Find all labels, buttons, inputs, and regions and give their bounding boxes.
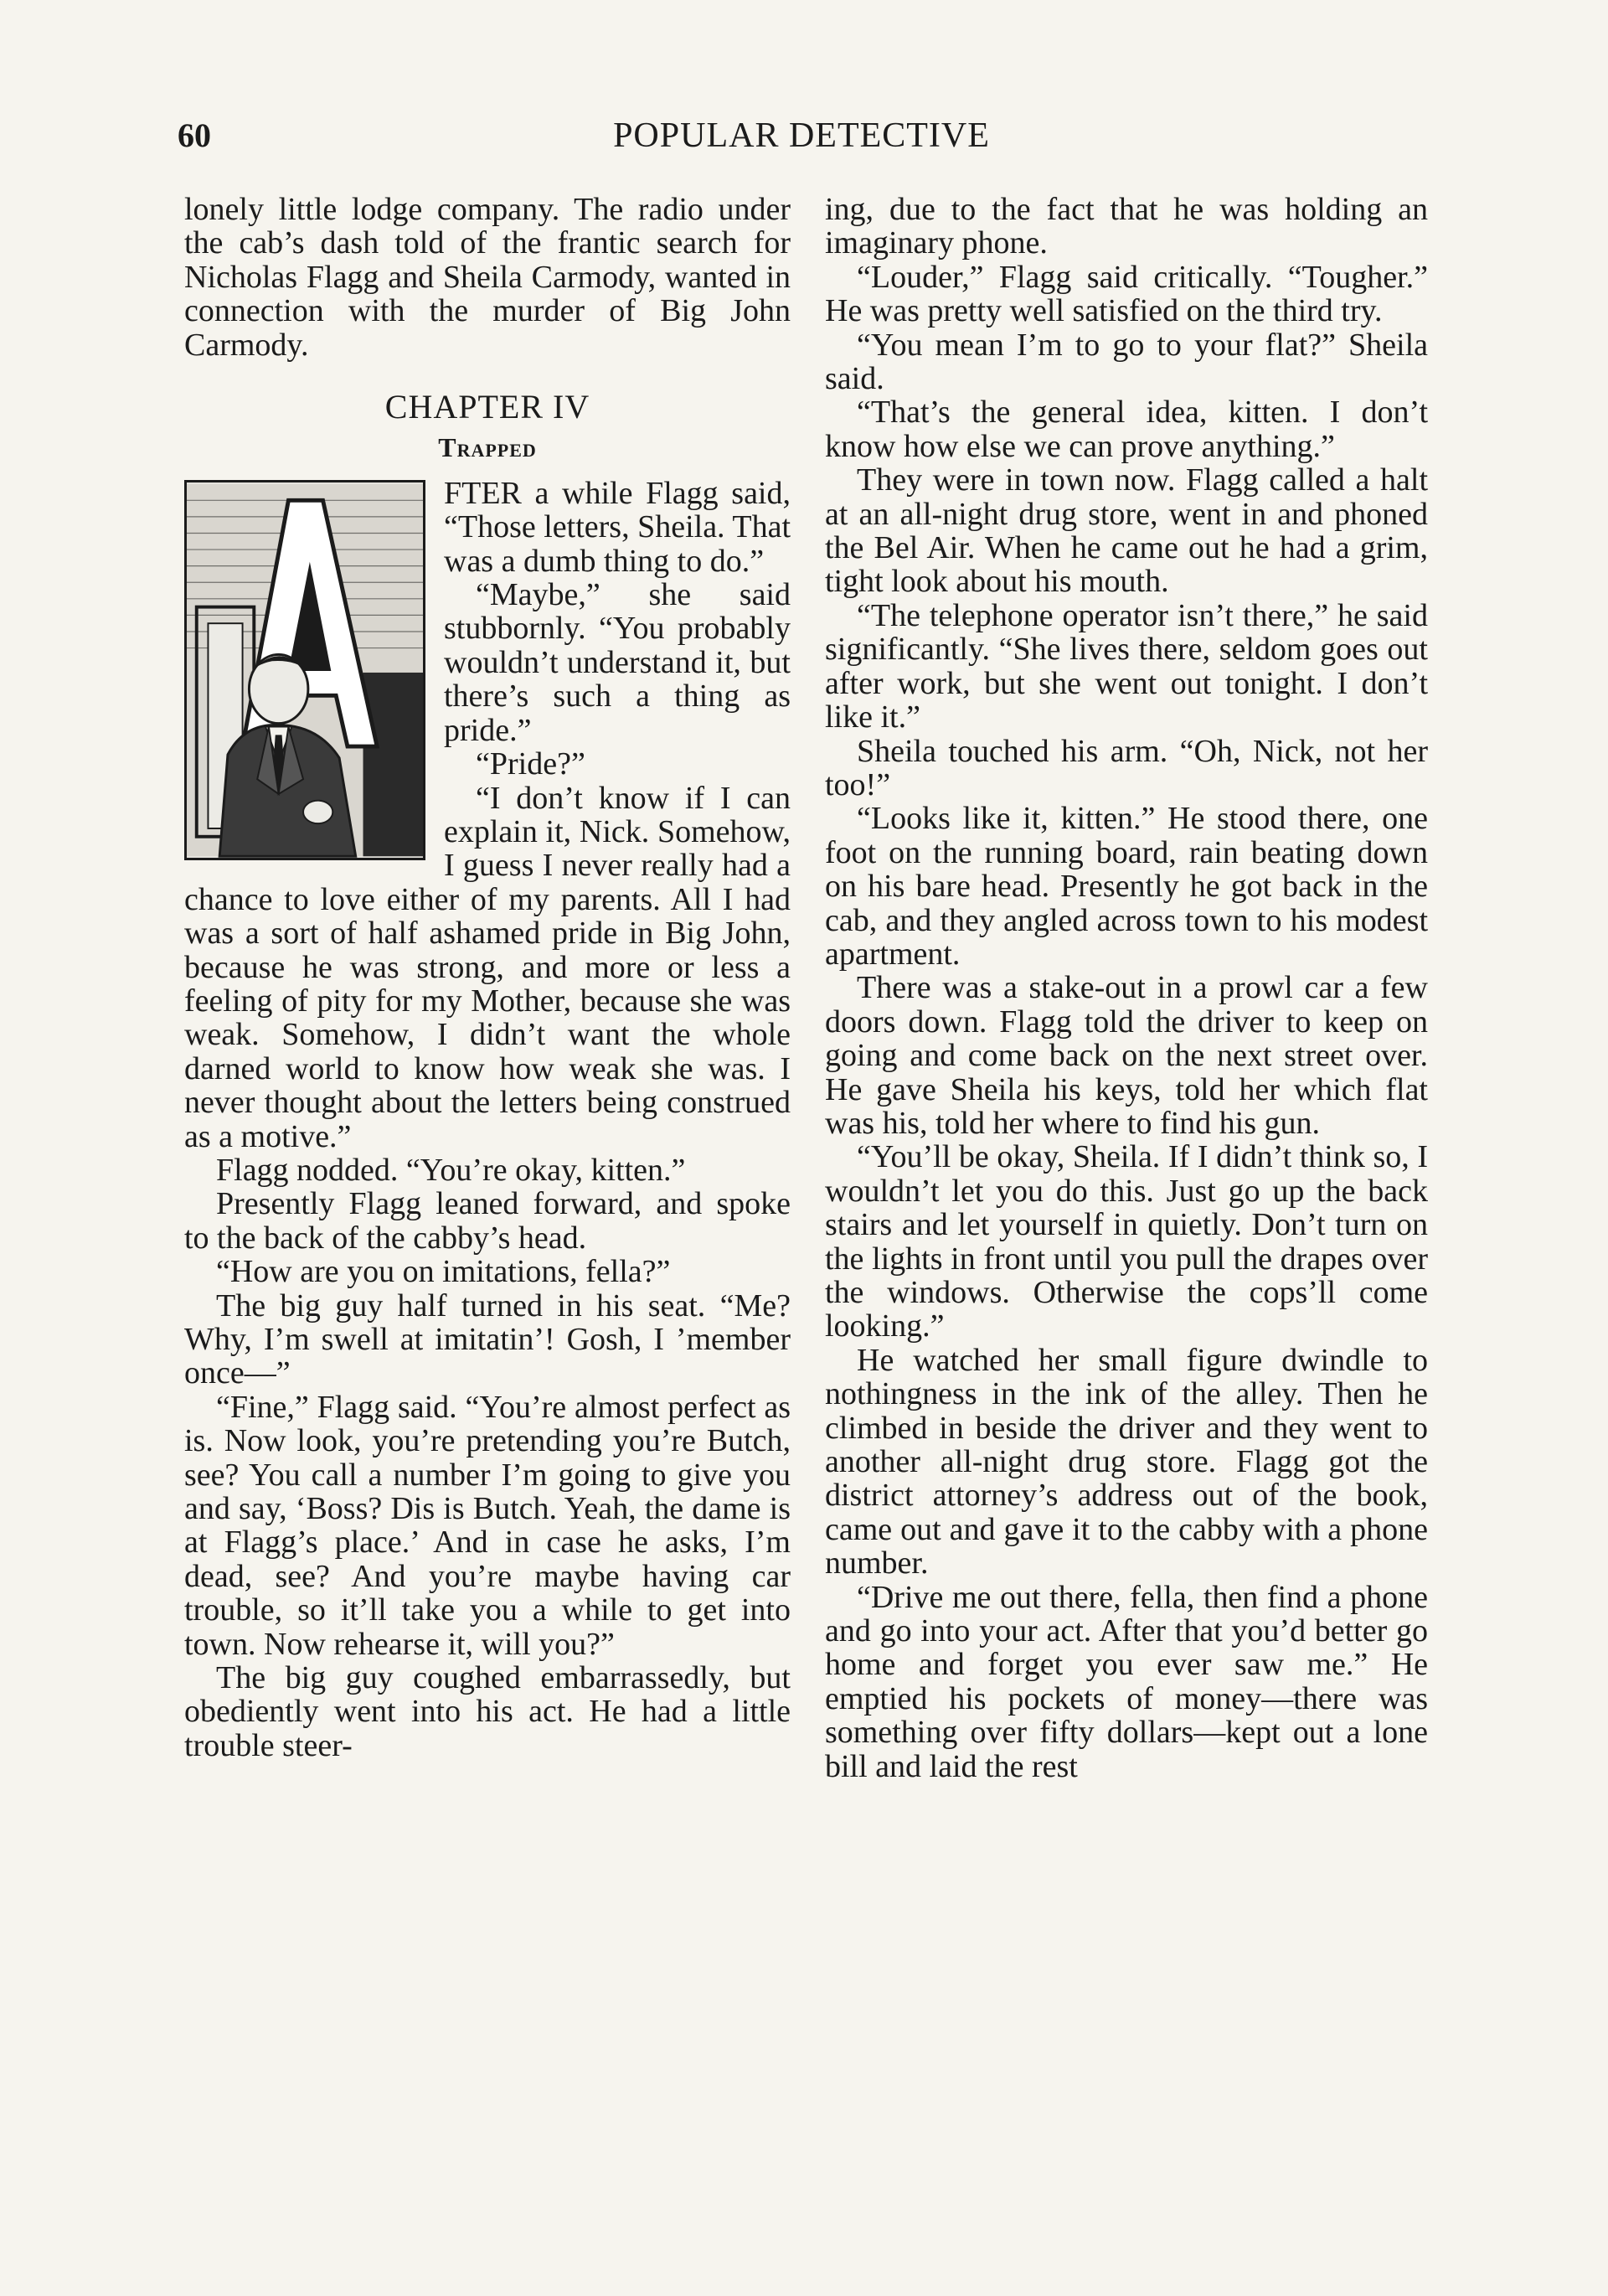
page-header	[178, 116, 1425, 163]
paragraph: lonely little lodge company. The radio under the cab’s dash told of the frantic search for Nicholas Flagg and Sheila Carmody, wanted in connection with the murder of Big John Carmody.	[184, 192, 791, 363]
chapter-title: CHAPTER IV	[384, 388, 590, 426]
paragraph: He watched her small figure dwindle to nothingness in the ink of the alley. Then he climbed in beside the driver and they went to another all-night drug store. Flagg got the district attorney’s address out of the book, came out and gave it to the cabby with a phone number.	[825, 1342, 1428, 1581]
paragraph: “You mean I’m to go to your flat?” Sheila said.	[825, 327, 1428, 397]
paragraph: ing, due to the fact that he was holding an imaginary phone.	[825, 192, 1428, 261]
page-number: 60	[178, 116, 211, 154]
paragraph: Sheila touched his arm. “Oh, Nick, not her too!”	[825, 733, 1428, 802]
paragraph: The big guy coughed embarrassedly, but obediently went into his act. He had a little trouble steer-	[184, 1660, 791, 1763]
paragraph: “I don’t know if I can explain it, Nick. Somehow, I guess I never really had a chance to love either of my parents. All I had was a sort of half ashamed pride in Big John, because he was strong, and more or less a feeling of pity for my Mother, because she was weak. Somehow, I didn’t want the whole darned world to know how weak she was. I never thought about the letters being construed as a motive.”	[184, 780, 791, 1154]
paragraph: “Looks like it, kitten.” He stood there, one foot on the running board, rain beating down on his bare head. Presently he got back in the cab, and they angled across town to his modest apartment.	[825, 801, 1428, 972]
paragraph: The big guy half turned in his seat. “Me? Why, I’m swell at imitatin’! Gosh, I ’member once—”	[184, 1287, 791, 1391]
paragraph: “Pride?”	[476, 746, 585, 782]
running-head: POPULAR DETECTIVE	[613, 116, 990, 155]
paragraph: Flagg nodded. “You’re okay, kitten.”	[216, 1152, 686, 1188]
drop-cap-illustration	[184, 480, 425, 860]
paragraph: They were in town now. Flagg called a halt at an all-night drug store, went in and phoned the Bel Air. When he came out he had a grim, tight look about his mouth.	[825, 462, 1428, 600]
paragraph: Presently Flagg leaned forward, and spoke to the back of the cabby’s head.	[184, 1186, 791, 1256]
paragraph: “Drive me out there, fella, then find a phone and go into your act. After that you’d better go home and forget you ever saw me.” He emptied his pockets of money—there was something over fifty dollars—kept out a lone bill and laid the rest	[825, 1579, 1428, 1784]
left-column	[184, 193, 791, 1762]
paragraph: There was a stake-out in a prowl car a few doors down. Flagg told the driver to keep on going and come back on the next street over. He gave Sheila his keys, told her which flat was his, told her where to find his gun.	[825, 970, 1428, 1141]
right-column	[825, 193, 1428, 1783]
paragraph: “Fine,” Flagg said. “You’re almost perfect as is. Now look, you’re pretending you’re Butch, see? You call a number I’m going to give you and say, ‘Boss? Dis is Butch. Yeah, the dame is at Flagg’s place.’ And in case he asks, I’m dead, see? And you’re maybe having car trouble, so it’ll take you a while to get into town. Now rehearse it, will you?”	[184, 1389, 791, 1662]
paragraph: “Louder,” Flagg said critically. “Tougher.” He was pretty well satisfied on the third try.	[825, 259, 1428, 329]
paragraph: “How are you on imitations, fella?”	[216, 1254, 671, 1290]
man-in-suit-illustration-icon	[187, 482, 423, 858]
chapter-subtitle: Trapped	[438, 432, 537, 463]
paragraph: FTER a while Flagg said, “Those letters, Sheila. That was a dumb thing to do.”	[444, 475, 791, 579]
paragraph: “The telephone operator isn’t there,” he said significantly. “She lives there, seldom goes out after work, but she went out tonight. I don’t like it.”	[825, 597, 1428, 735]
paragraph: “Maybe,” she said stubbornly. “You probably wouldn’t understand it, but there’s such a thing as pride.”	[444, 577, 791, 748]
paragraph: “That’s the general idea, kitten. I don’t know how else we can prove anything.”	[825, 395, 1428, 464]
paragraph: “You’ll be okay, Sheila. If I didn’t think so, I wouldn’t let you do this. Just go up the back stairs and let yourself in quietly. Don’t turn on the lights in front until you pull the drapes over the windows. Otherwise the cops’ll come looking.”	[825, 1139, 1428, 1344]
